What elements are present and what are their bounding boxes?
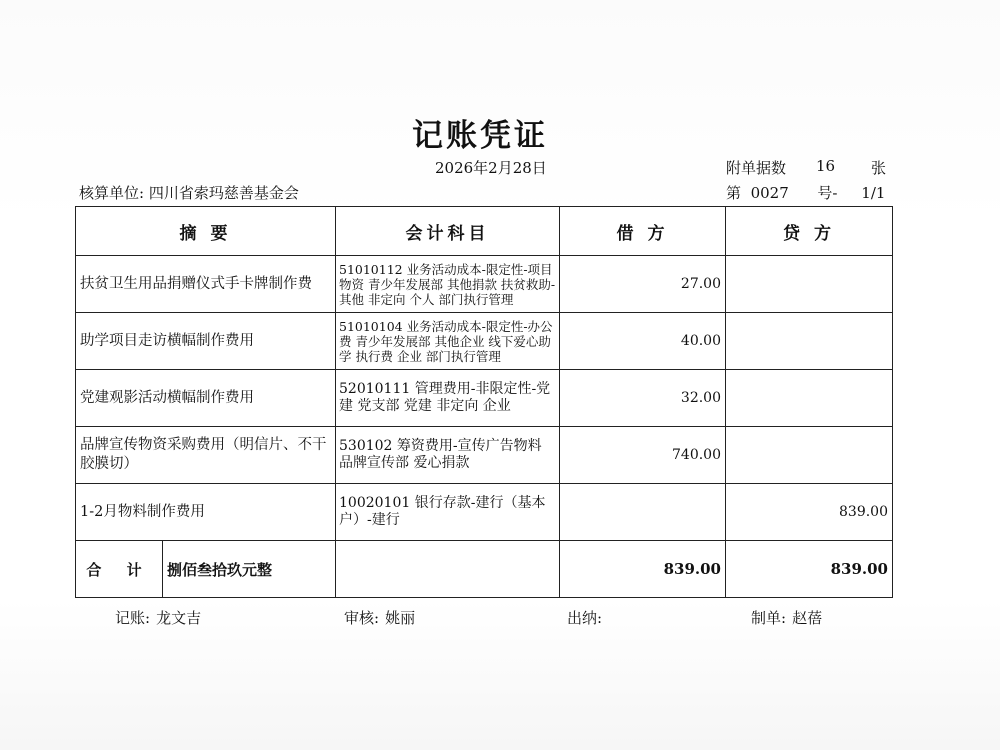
row-credit <box>726 370 893 427</box>
row-summary: 扶贫卫生用品捐赠仪式手卡牌制作费 <box>76 256 336 313</box>
row-account: 10020101 银行存款-建行（基本户）-建行 <box>336 484 560 541</box>
voucher-number-hao: 号- <box>817 184 838 202</box>
attachment-count <box>726 157 887 178</box>
total-cell <box>76 541 336 598</box>
attachment-number: 16 <box>816 157 836 175</box>
total-debit: 839.00 <box>560 541 726 598</box>
header-credit: 贷 方 <box>726 207 893 256</box>
bookkeeper-name: 龙文吉 <box>156 609 202 627</box>
auditor <box>344 607 415 628</box>
row-credit <box>726 256 893 313</box>
header-summary: 摘 要 <box>76 207 336 256</box>
cashier-label: 出纳: <box>567 609 603 627</box>
bookkeeper <box>115 607 201 628</box>
voucher-table <box>75 206 893 598</box>
total-account-empty <box>336 541 560 598</box>
preparer-name: 赵蓓 <box>792 609 823 627</box>
auditor-label: 审核: <box>344 609 380 627</box>
row-debit: 740.00 <box>560 427 726 484</box>
attachment-label: 附单据数 <box>726 159 787 177</box>
attachment-unit: 张 <box>871 159 887 177</box>
row-credit <box>726 427 893 484</box>
voucher-number <box>726 182 885 203</box>
row-summary: 1-2月物料制作费用 <box>76 484 336 541</box>
auditor-name: 姚丽 <box>385 609 416 627</box>
preparer <box>751 607 822 628</box>
bookkeeper-label: 记账: <box>115 609 151 627</box>
row-debit: 40.00 <box>560 313 726 370</box>
table-row <box>76 313 893 370</box>
row-account: 52010111 管理费用-非限定性-党建 党支部 党建 非定向 企业 <box>336 370 560 427</box>
header-account: 会计科目 <box>336 207 560 256</box>
row-account: 51010112 业务活动成本-限定性-项目物资 青少年发展部 其他捐款 扶贫救助-其他 非定向 个人 部门执行管理 <box>336 256 560 313</box>
voucher-number-prefix: 第 <box>726 184 742 202</box>
row-credit: 839.00 <box>726 484 893 541</box>
voucher-page: 1/1 <box>861 184 886 202</box>
row-debit: 27.00 <box>560 256 726 313</box>
row-account: 51010104 业务活动成本-限定性-办公费 青少年发展部 其他企业 线下爱心助学 执行费 企业 部门执行管理 <box>336 313 560 370</box>
accounting-unit-label: 核算单位: <box>79 184 145 202</box>
table-row <box>76 370 893 427</box>
row-summary: 助学项目走访横幅制作费用 <box>76 313 336 370</box>
accounting-unit-name: 四川省索玛慈善基金会 <box>148 184 299 202</box>
row-debit: 32.00 <box>560 370 726 427</box>
header-debit: 借 方 <box>560 207 726 256</box>
table-row <box>76 256 893 313</box>
table-header <box>76 207 893 256</box>
row-summary: 品牌宣传物资采购费用（明信片、不干胶膜切） <box>76 427 336 484</box>
total-credit: 839.00 <box>726 541 893 598</box>
row-debit <box>560 484 726 541</box>
total-row <box>76 541 893 598</box>
preparer-label: 制单: <box>751 609 787 627</box>
table-row <box>76 484 893 541</box>
table-row <box>76 427 893 484</box>
voucher-date: 2026年2月28日 <box>435 159 547 177</box>
row-summary: 党建观影活动横幅制作费用 <box>76 370 336 427</box>
row-account: 530102 筹资费用-宣传广告物料 品牌宣传部 爱心捐款 <box>336 427 560 484</box>
accounting-unit <box>79 182 299 203</box>
total-words: 捌佰叁拾玖元整 <box>167 560 273 579</box>
total-label: 合 计 <box>76 541 163 597</box>
voucher-title: 记账凭证 <box>412 118 548 154</box>
voucher-number-value: 0027 <box>750 184 789 202</box>
row-credit <box>726 313 893 370</box>
cashier <box>567 607 608 628</box>
